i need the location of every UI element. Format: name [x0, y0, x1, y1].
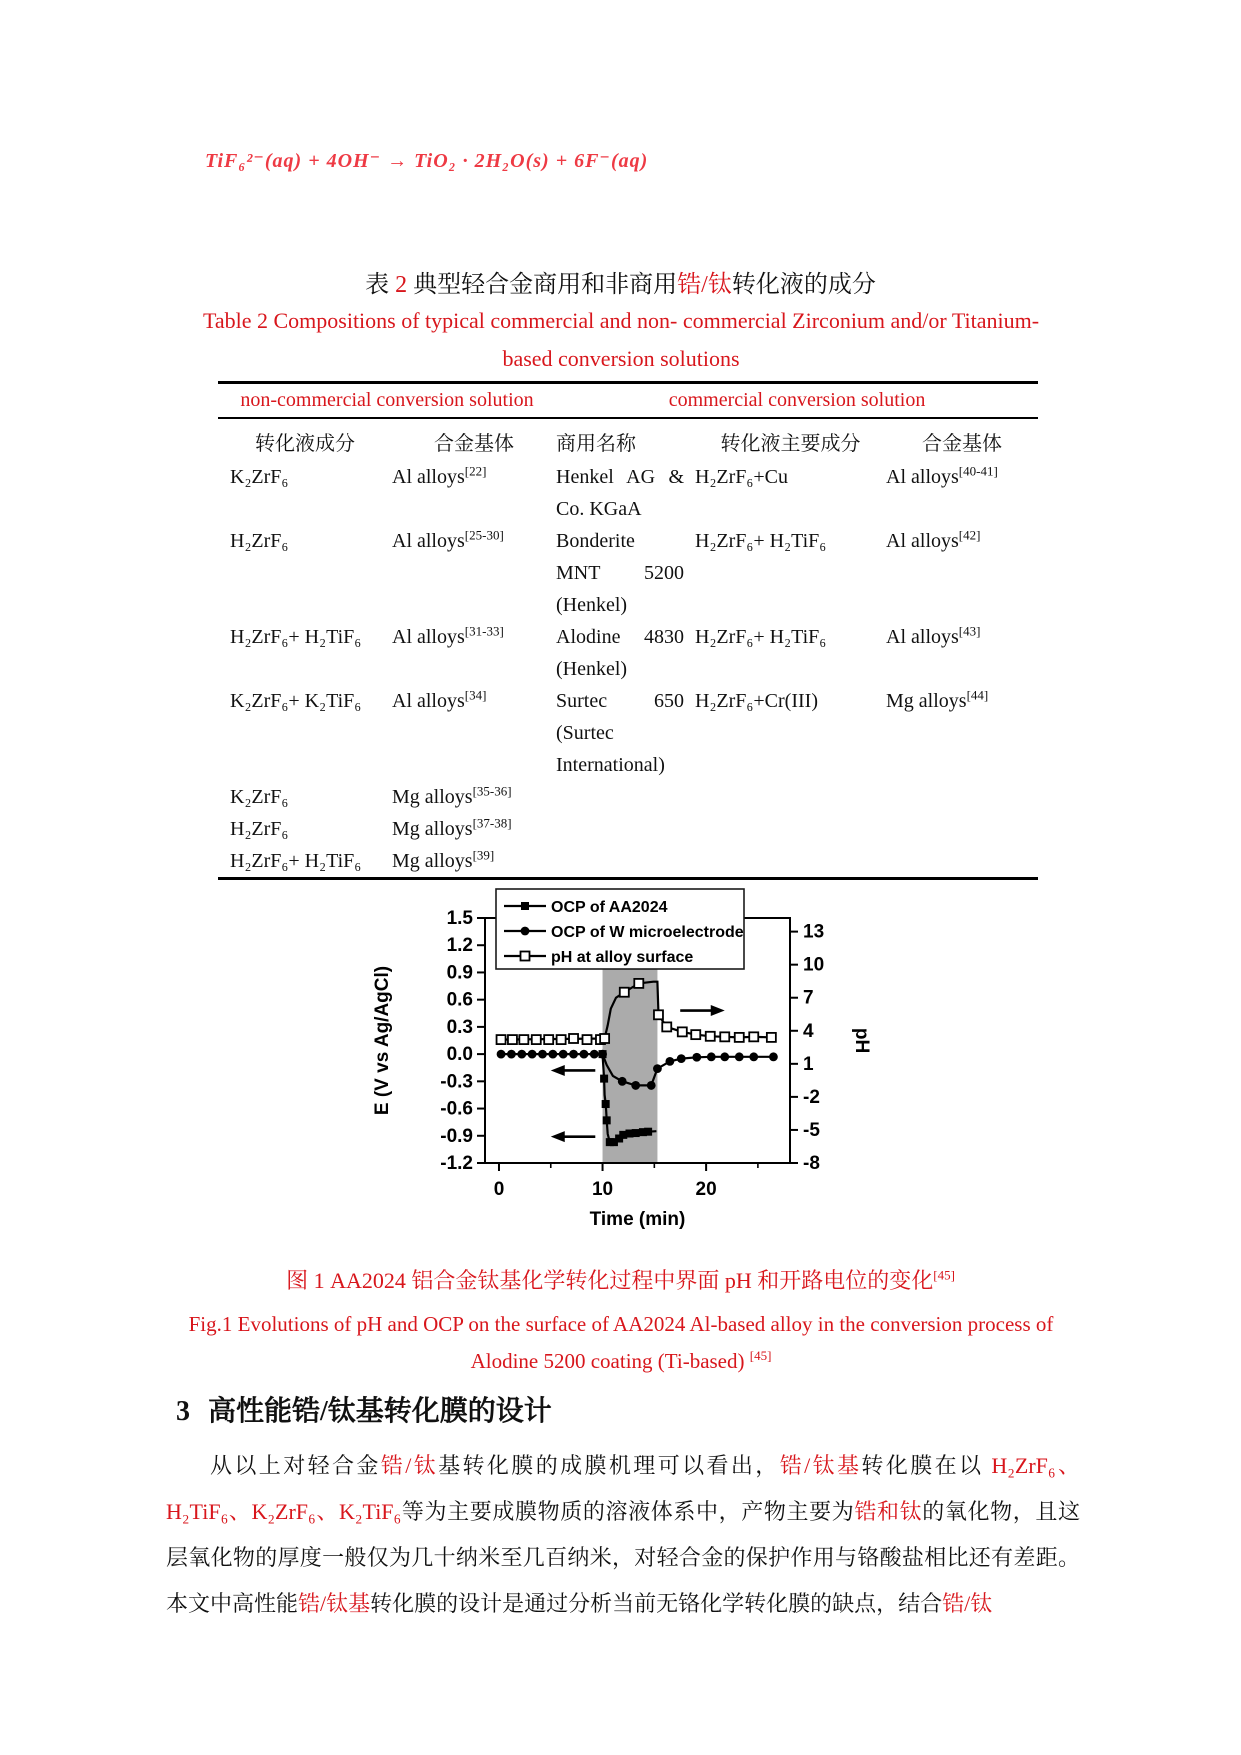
figure-caption-en: Fig.1 Evolutions of pH and OCP on the surface of AA2024 Al-based alloy in the conversion process of Alodine 5200 coating (Ti-based) [45] [188, 1312, 1054, 1373]
text-segment: 锆/钛基 [298, 1591, 371, 1616]
svg-text:1.5: 1.5 [446, 908, 473, 929]
col-header: 合金基体 [922, 433, 1003, 455]
table-group-header-row [218, 383, 1038, 419]
cell-solution: H₂ZrF₆ [230, 530, 289, 552]
cell-substrate: Mg alloys[35-36] [392, 783, 512, 808]
cell-substrate: Al alloys[43] [886, 623, 981, 648]
table-caption-en: Table 2 Compositions of typical commercial and non- commercial Zirconium and/or Titanium-based conversion solutions [202, 308, 1040, 371]
section-title: 高性能锆/钛基转化膜的设计 [208, 1396, 552, 1427]
reference-superscript: [25-30] [464, 527, 504, 543]
cell-substrate [886, 845, 1038, 879]
svg-text:-5: -5 [803, 1119, 820, 1141]
text-segment: 基转化膜的成膜机理可以看出， [438, 1453, 780, 1478]
svg-text:0.6: 0.6 [446, 989, 473, 1011]
cell-substrate: Al alloys[22] [392, 463, 487, 488]
svg-text:E (V vs Ag/AgCl): E (V vs Ag/AgCl) [372, 965, 393, 1116]
group-header-noncommercial: non-commercial conversion solution [218, 383, 556, 419]
svg-text:-0.3: -0.3 [440, 1071, 473, 1093]
section-number: 3 [176, 1396, 190, 1427]
cell-brand: Surtec 650 (Surtec International) [556, 690, 685, 776]
col-header: 转化液主要成分 [720, 433, 861, 455]
ocp-ph-line-chart [358, 873, 878, 1233]
text-segment: H₂ZrF₆、H₂TiF₆、K₂ZrF₆、K₂TiF₆ [166, 1453, 1080, 1524]
text-segment: 2 [395, 272, 408, 298]
svg-text:10: 10 [591, 1179, 614, 1200]
svg-text:pH: pH [851, 1027, 872, 1054]
cell-substrate: Al alloys[34] [392, 687, 487, 712]
cell-solution: H₂ZrF₆+ H₂TiF₆ [230, 850, 362, 872]
cell-solution: K₂ZrF₆+ K₂TiF₆ [230, 690, 362, 712]
text-segment: 典型轻合金商用和非商用 [407, 272, 678, 298]
svg-text:4: 4 [803, 1020, 814, 1042]
cell-substrate: Mg alloys[39] [392, 847, 495, 872]
svg-text:7: 7 [803, 987, 814, 1009]
body-paragraph [166, 1443, 1080, 1627]
cell-substrate: Al alloys[31-33] [392, 623, 504, 648]
col-header: 合金基体 [434, 433, 514, 455]
table-row [218, 525, 1038, 621]
svg-text:pH at alloy surface: pH at alloy surface [551, 949, 694, 966]
col-header: 商用名称 [556, 433, 637, 455]
text-segment: 锆/钛 [380, 1453, 439, 1478]
col-header: 转化液成分 [255, 433, 355, 455]
svg-text:0.3: 0.3 [446, 1016, 473, 1038]
group-header-commercial: commercial conversion solution [556, 383, 1038, 419]
text-segment: 转化膜在以 [861, 1453, 992, 1478]
reference-superscript: [37-38] [472, 815, 512, 831]
svg-text:1: 1 [803, 1053, 814, 1075]
cell-solution: H₂ZrF₆+ H₂TiF₆ [230, 626, 362, 648]
cell-main-components: H₂ZrF₆+Cu [695, 466, 789, 488]
svg-text:0.9: 0.9 [446, 962, 473, 984]
svg-text:-1.2: -1.2 [440, 1153, 473, 1174]
table-row [218, 621, 1038, 685]
text-segment: 从以上对轻合金 [210, 1453, 381, 1478]
text-segment: 转化液的成分 [731, 272, 876, 298]
svg-text:20: 20 [695, 1179, 717, 1200]
svg-text:OCP of W microelectrode: OCP of W microelectrode [551, 924, 744, 941]
chemical-equation: TiF₆²⁻(aq) + 4OH⁻ → TiO₂ · 2H₂O(s) + 6F⁻(aq) [205, 150, 649, 172]
reference-superscript: [22] [464, 463, 487, 479]
cell-main-components [695, 813, 886, 845]
cell-substrate: Al alloys[42] [886, 527, 981, 552]
svg-text:1.2: 1.2 [446, 935, 473, 957]
table-row [218, 461, 1038, 525]
svg-text:Time (min): Time (min) [589, 1209, 686, 1230]
reference-superscript: [44] [966, 687, 989, 703]
text-segment: 等为主要成膜物质的溶液体系中，产物主要为 [401, 1499, 855, 1524]
reference-superscript: [40-41] [958, 463, 998, 479]
reference-superscript: [45] [749, 1348, 772, 1363]
svg-text:-0.6: -0.6 [440, 1098, 473, 1120]
cell-solution: K₂ZrF₆ [230, 466, 289, 488]
svg-text:13: 13 [803, 921, 825, 943]
reference-superscript: [43] [958, 623, 981, 639]
reference-superscript: [35-36] [472, 783, 512, 799]
svg-text:-2: -2 [803, 1086, 820, 1108]
reference-superscript: [42] [958, 527, 981, 543]
text-segment: 锆/钛 [677, 272, 732, 298]
cell-brand: Henkel AG & Co. KGaA [556, 466, 685, 520]
text-segment: 锆和钛 [854, 1499, 923, 1524]
table-column-header-row [218, 418, 1038, 461]
svg-text:0: 0 [493, 1179, 505, 1200]
text-segment: 表 [365, 272, 396, 298]
cell-main-components: H₂ZrF₆+ H₂TiF₆ [695, 530, 827, 552]
reference-superscript: [39] [472, 847, 495, 863]
cell-brand: Alodine 4830 (Henkel) [556, 626, 685, 680]
text-segment: 锆/钛 [942, 1591, 993, 1616]
table-row [218, 781, 1038, 813]
cell-substrate: Mg alloys[37-38] [392, 815, 512, 840]
text-segment: 锆/钛基 [779, 1453, 862, 1478]
cell-brand [556, 781, 695, 813]
table-row [218, 685, 1038, 781]
cell-brand: Bonderite MNT 5200 (Henkel) [556, 530, 685, 616]
svg-text:0.0: 0.0 [446, 1044, 473, 1066]
figure-caption-cn: 图 1 AA2024 铝合金钛基化学转化过程中界面 pH 和开路电位的变化[45] [286, 1267, 955, 1293]
table-row [218, 813, 1038, 845]
conversion-solutions-table [218, 381, 1038, 880]
cell-substrate: Mg alloys[44] [886, 687, 989, 712]
text-segment: 的氧化物，且这层氧化物的厚度一般仅为几十纳米至几百纳米，对轻合金的保护作用与铬酸盐相比还有差距。本文中高性能 [166, 1499, 1080, 1616]
cell-substrate [886, 813, 1038, 845]
svg-text:OCP of AA2024: OCP of AA2024 [551, 899, 668, 916]
section-heading [176, 1389, 552, 1429]
svg-text:-0.9: -0.9 [440, 1125, 473, 1147]
cell-substrate: Al alloys[40-41] [886, 463, 998, 488]
cell-solution: K₂ZrF₆ [230, 786, 289, 808]
cell-substrate: Al alloys[25-30] [392, 527, 504, 552]
cell-substrate [886, 781, 1038, 813]
reference-superscript: [31-33] [464, 623, 504, 639]
cell-main-components [695, 781, 886, 813]
cell-brand [556, 813, 695, 845]
table-caption-cn [0, 264, 1241, 299]
cell-solution: H₂ZrF₆ [230, 818, 289, 840]
text-segment: 转化膜的设计是通过分析当前无铬化学转化膜的缺点，结合 [370, 1591, 943, 1616]
figure-1-chart [358, 873, 878, 1233]
cell-main-components: H₂ZrF₆+ H₂TiF₆ [695, 626, 827, 648]
svg-text:10: 10 [803, 954, 825, 976]
cell-main-components: H₂ZrF₆+Cr(III) [695, 690, 818, 712]
reference-superscript: [45] [933, 1267, 955, 1283]
reference-superscript: [34] [464, 687, 487, 703]
svg-text:-8: -8 [803, 1153, 820, 1174]
